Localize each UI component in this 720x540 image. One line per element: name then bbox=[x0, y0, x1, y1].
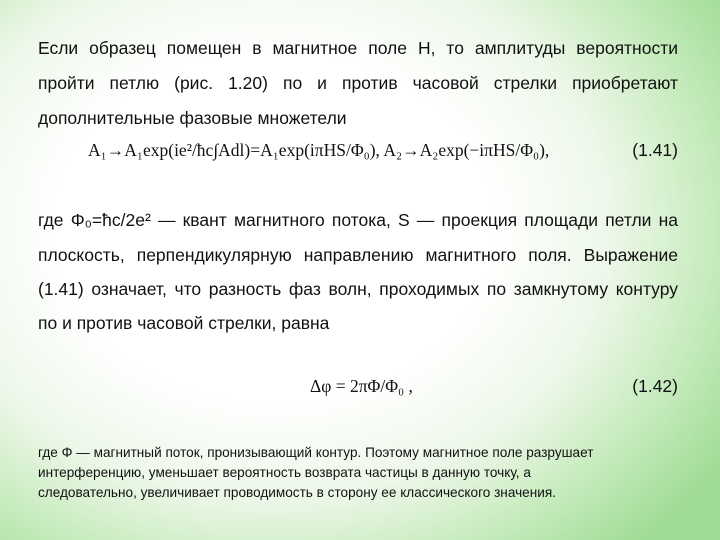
paragraph-3-line-1: где Φ — магнитный поток, пронизывающий контур. Поэтому магнитное поле разрушает bbox=[38, 445, 594, 460]
equation-2-formula: Δφ = 2πΦ/Φ₀ , bbox=[310, 376, 413, 396]
equation-2-number: (1.42) bbox=[632, 376, 678, 396]
paragraph-2-line-3: (1.41) означает, что разность фаз волн, проходимых по замкнутому контуру bbox=[38, 279, 678, 299]
paragraph-1-line-3: дополнительные фазовые множетели bbox=[38, 108, 347, 128]
paragraph-2-line-4: по и против часовой стрелки, равна bbox=[38, 313, 330, 333]
paragraph-2-line-1: где Φ₀=ħc/2e² — квант магнитного потока, S — проекция площади петли на bbox=[38, 210, 678, 230]
equation-1-formula: A₁→A₁exp(ie²/ħc∫Adl)=A₁exp(iπHS/Φ₀), A₂→A₂exp(−iπHS/Φ₀), bbox=[88, 140, 550, 160]
paragraph-3-line-2: интерференцию, уменьшает вероятность возврата частицы в данную точку, а bbox=[38, 465, 531, 480]
paragraph-2-line-2: плоскость, перпендикулярную направлению магнитного поля. Выражение bbox=[38, 245, 678, 265]
equation-1-number: (1.41) bbox=[632, 140, 678, 160]
paragraph-1-line-1: Если образец помещен в магнитное поле H, то амплитуды вероятности bbox=[38, 38, 678, 58]
paragraph-3-line-3: следовательно, увеличивает проводимость в сторону ее классического значения. bbox=[38, 485, 556, 500]
paragraph-1-line-2: пройти петлю (рис. 1.20) по и против часовой стрелки приобретают bbox=[38, 73, 678, 93]
